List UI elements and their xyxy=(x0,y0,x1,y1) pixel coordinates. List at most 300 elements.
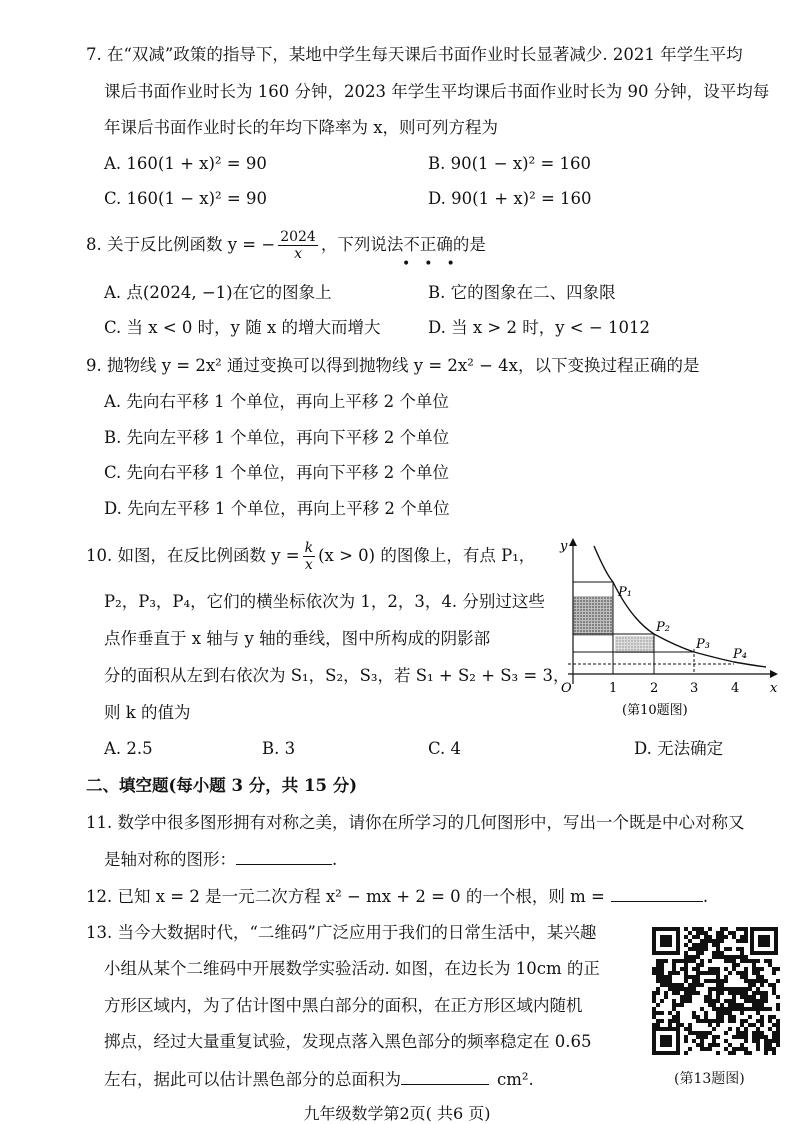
qr-module xyxy=(684,979,688,983)
qr-module xyxy=(696,931,700,935)
qr-module xyxy=(752,963,756,967)
qr-module xyxy=(664,995,668,999)
qr-module xyxy=(708,927,712,931)
qr-module xyxy=(712,999,716,1003)
q13-line2: 小组从某个二维码中开展数学实验活动. 如图，在边长为 10cm 的正 xyxy=(104,959,600,978)
qr-module xyxy=(684,987,688,991)
qr-module xyxy=(692,1031,696,1035)
qr-module xyxy=(700,931,704,935)
qr-module xyxy=(700,1047,704,1051)
qr-module xyxy=(704,995,708,999)
qr-module xyxy=(776,1023,780,1027)
qr-module xyxy=(692,1015,696,1019)
qr-module xyxy=(720,1007,724,1011)
axis-y-label: y xyxy=(560,539,568,554)
qr-module xyxy=(692,927,696,931)
qr-module xyxy=(728,971,732,975)
qr-module xyxy=(728,1051,732,1055)
qr-module xyxy=(700,963,704,967)
qr-module xyxy=(704,1011,708,1015)
qr-module xyxy=(764,1035,768,1039)
qr-module xyxy=(728,1011,732,1015)
qr-module xyxy=(732,995,736,999)
qr-module xyxy=(764,959,768,963)
qr-module xyxy=(684,935,688,939)
q10-stem xyxy=(86,536,535,576)
qr-module xyxy=(772,1015,776,1019)
qr-module xyxy=(716,987,720,991)
qr-module xyxy=(688,999,692,1003)
qr-module xyxy=(736,1047,740,1051)
qr-module xyxy=(756,971,760,975)
qr-module xyxy=(732,999,736,1003)
qr-module xyxy=(760,991,764,995)
q13-line3: 方形区域内，为了估计图中黑白部分的面积，在正方形区域内随机 xyxy=(104,996,583,1015)
qr-finder-top-left xyxy=(652,927,680,955)
qr-module xyxy=(704,1015,708,1019)
qr-module xyxy=(672,999,676,1003)
qr-module xyxy=(760,967,764,971)
q9-option-d: D. 先向左平移 1 个单位，再向上平移 2 个单位 xyxy=(104,499,450,518)
qr-module xyxy=(684,1039,688,1043)
qr-module xyxy=(708,935,712,939)
q11-line1: 11. 数学中很多图形拥有对称之美，请你在所学习的几何图形中，写出一个既是中心对称又 xyxy=(86,813,745,832)
qr-module xyxy=(688,1047,692,1051)
qr-module xyxy=(664,991,668,995)
qr-module xyxy=(684,991,688,995)
qr-module xyxy=(704,943,708,947)
qr-module xyxy=(704,979,708,983)
qr-module xyxy=(756,991,760,995)
qr-module xyxy=(736,947,740,951)
qr-module xyxy=(696,983,700,987)
qr-module xyxy=(664,983,668,987)
qr-module xyxy=(776,1031,780,1035)
qr-module xyxy=(696,1015,700,1019)
qr-finder-top-right xyxy=(750,927,778,955)
qr-module xyxy=(720,1015,724,1019)
tick-1: 1 xyxy=(609,681,618,696)
qr-module xyxy=(712,971,716,975)
q12-stem xyxy=(86,885,708,908)
q8-option-b: B. 它的图象在二、四象限 xyxy=(428,283,616,302)
qr-module xyxy=(712,951,716,955)
qr-module xyxy=(732,1035,736,1039)
qr-module xyxy=(748,1007,752,1011)
qr-module xyxy=(704,931,708,935)
qr-module xyxy=(740,1003,744,1007)
qr-module xyxy=(704,947,708,951)
qr-module xyxy=(732,1047,736,1051)
qr-module xyxy=(708,959,712,963)
q13-figure-caption: (第13题图) xyxy=(674,1071,745,1087)
q7-option-d: D. 90(1 + x)² = 160 xyxy=(428,189,592,208)
qr-module xyxy=(692,947,696,951)
qr-module xyxy=(700,959,704,963)
qr-module xyxy=(776,995,780,999)
qr-module xyxy=(680,959,684,963)
q9-option-a: A. 先向右平移 1 个单位，再向上平移 2 个单位 xyxy=(104,392,449,411)
qr-module xyxy=(656,1011,660,1015)
qr-module xyxy=(688,995,692,999)
qr-module xyxy=(732,1051,736,1055)
qr-module xyxy=(656,991,660,995)
qr-module xyxy=(764,991,768,995)
qr-module xyxy=(684,927,688,931)
qr-module xyxy=(684,995,688,999)
qr-module xyxy=(776,1043,780,1047)
qr-module xyxy=(680,999,684,1003)
qr-module xyxy=(736,987,740,991)
qr-module xyxy=(684,999,688,1003)
qr-module xyxy=(652,1011,656,1015)
q9-stem: 9. 抛物线 y = 2x² 通过变换可以得到抛物线 y = 2x² − 4x，以下变换过程正确的是 xyxy=(86,356,700,375)
q12-suffix: . xyxy=(702,887,709,906)
qr-module xyxy=(744,987,748,991)
q13-answer-blank[interactable] xyxy=(401,1068,489,1085)
qr-module xyxy=(744,1027,748,1031)
qr-module xyxy=(728,1007,732,1011)
qr-module xyxy=(688,947,692,951)
qr-module xyxy=(748,987,752,991)
qr-module xyxy=(740,1035,744,1039)
q11-line2-suffix: . xyxy=(332,850,338,869)
qr-module xyxy=(744,1047,748,1051)
qr-module xyxy=(752,1039,756,1043)
qr-module xyxy=(756,1047,760,1051)
qr-module xyxy=(740,927,744,931)
qr-module xyxy=(768,983,772,987)
qr-module xyxy=(732,955,736,959)
qr-module xyxy=(720,951,724,955)
qr-module xyxy=(708,971,712,975)
qr-module xyxy=(704,1019,708,1023)
qr-module xyxy=(676,1015,680,1019)
q7-option-c: C. 160(1 − x)² = 90 xyxy=(104,189,267,208)
qr-module xyxy=(748,959,752,963)
qr-module xyxy=(764,1051,768,1055)
qr-module xyxy=(716,1011,720,1015)
q8-option-c: C. 当 x < 0 时，y 随 x 的增大而增大 xyxy=(104,318,381,337)
qr-module xyxy=(732,991,736,995)
qr-module xyxy=(760,1023,764,1027)
qr-module xyxy=(716,991,720,995)
qr-module xyxy=(716,983,720,987)
qr-module xyxy=(688,991,692,995)
qr-module xyxy=(748,1023,752,1027)
qr-module xyxy=(752,971,756,975)
qr-module xyxy=(656,967,660,971)
q7-line1: 7. 在“双减”政策的指导下，某地中学生每天课后书面作业时长显著减少. 2021 年学生平均 xyxy=(86,45,743,64)
qr-module xyxy=(772,1031,776,1035)
qr-module xyxy=(748,999,752,1003)
qr-module xyxy=(736,991,740,995)
qr-module xyxy=(756,1011,760,1015)
qr-module xyxy=(740,939,744,943)
qr-module xyxy=(716,1007,720,1011)
qr-module xyxy=(776,1035,780,1039)
qr-module xyxy=(700,1007,704,1011)
qr-module xyxy=(668,983,672,987)
qr-module xyxy=(668,1019,672,1023)
qr-module xyxy=(708,987,712,991)
qr-module xyxy=(692,1011,696,1015)
qr-module xyxy=(712,939,716,943)
qr-module xyxy=(724,935,728,939)
qr-module xyxy=(660,1019,664,1023)
qr-module xyxy=(760,979,764,983)
qr-module xyxy=(700,927,704,931)
qr-module xyxy=(740,1043,744,1047)
qr-module xyxy=(760,999,764,1003)
qr-module xyxy=(724,947,728,951)
qr-module xyxy=(720,939,724,943)
qr-module xyxy=(684,959,688,963)
qr-module xyxy=(760,1003,764,1007)
qr-module xyxy=(720,1011,724,1015)
qr-module xyxy=(676,1019,680,1023)
qr-module xyxy=(728,955,732,959)
qr-module xyxy=(708,939,712,943)
qr-module xyxy=(716,1015,720,1019)
qr-module xyxy=(696,991,700,995)
qr-module xyxy=(656,987,660,991)
qr-module xyxy=(744,1051,748,1055)
qr-module xyxy=(680,1023,684,1027)
qr-module xyxy=(696,943,700,947)
point-p2: P₂ xyxy=(656,620,670,635)
qr-module xyxy=(704,1031,708,1035)
qr-module xyxy=(768,1027,772,1031)
qr-module xyxy=(672,1003,676,1007)
qr-module xyxy=(688,1027,692,1031)
qr-module xyxy=(740,1031,744,1035)
qr-module xyxy=(704,939,708,943)
shade-s1 xyxy=(573,596,613,636)
qr-module xyxy=(772,1047,776,1051)
qr-module xyxy=(700,1039,704,1043)
qr-module xyxy=(752,1023,756,1027)
qr-module xyxy=(756,999,760,1003)
qr-module xyxy=(716,971,720,975)
qr-module xyxy=(692,935,696,939)
qr-module xyxy=(740,971,744,975)
qr-module xyxy=(740,987,744,991)
qr-module xyxy=(756,959,760,963)
qr-module xyxy=(712,1043,716,1047)
point-p3: P₃ xyxy=(696,637,710,652)
qr-module xyxy=(752,1003,756,1007)
qr-module xyxy=(756,1007,760,1011)
qr-module xyxy=(772,971,776,975)
qr-module xyxy=(744,999,748,1003)
qr-module xyxy=(748,979,752,983)
qr-module xyxy=(684,943,688,947)
qr-module xyxy=(696,963,700,967)
qr-module xyxy=(688,959,692,963)
qr-module xyxy=(660,983,664,987)
qr-module xyxy=(700,1043,704,1047)
qr-module xyxy=(776,1019,780,1023)
qr-module xyxy=(744,995,748,999)
qr-module xyxy=(652,967,656,971)
qr-module xyxy=(672,987,676,991)
qr-module xyxy=(756,1003,760,1007)
qr-module xyxy=(760,1031,764,1035)
figure10-caption: (第10题图) xyxy=(622,703,688,718)
qr-module xyxy=(716,951,720,955)
qr-module xyxy=(656,1023,660,1027)
qr-module xyxy=(688,987,692,991)
qr-module xyxy=(684,1035,688,1039)
qr-module xyxy=(660,967,664,971)
qr-module xyxy=(652,999,656,1003)
qr-module xyxy=(728,987,732,991)
qr-module xyxy=(764,1043,768,1047)
qr-module xyxy=(776,979,780,983)
y-axis-arrow xyxy=(569,538,577,546)
qr-module xyxy=(744,1031,748,1035)
qr-module xyxy=(704,935,708,939)
shade-s2 xyxy=(615,636,654,653)
qr-module xyxy=(692,1039,696,1043)
qr-module xyxy=(764,1047,768,1051)
qr-module xyxy=(704,971,708,975)
qr-module xyxy=(736,1027,740,1031)
qr-module xyxy=(732,1007,736,1011)
page-footer: 九年级数学第2页( 共6 页) xyxy=(303,1104,491,1123)
qr-module xyxy=(692,979,696,983)
qr-module xyxy=(672,1015,676,1019)
axis-x-label: x xyxy=(770,681,778,696)
qr-module xyxy=(736,955,740,959)
qr-module xyxy=(736,1035,740,1039)
qr-module xyxy=(752,995,756,999)
qr-module xyxy=(752,991,756,995)
qr-module xyxy=(696,975,700,979)
qr-module xyxy=(704,999,708,1003)
qr-module xyxy=(728,1015,732,1019)
qr-module xyxy=(700,951,704,955)
qr-module xyxy=(708,999,712,1003)
qr-module xyxy=(744,931,748,935)
qr-module xyxy=(776,1007,780,1011)
qr-module xyxy=(708,1019,712,1023)
qr-module xyxy=(700,939,704,943)
qr-module xyxy=(748,1015,752,1019)
qr-module xyxy=(740,1047,744,1051)
qr-module xyxy=(716,995,720,999)
qr-module xyxy=(668,979,672,983)
qr-module xyxy=(740,1007,744,1011)
qr-module xyxy=(776,1039,780,1043)
qr-module xyxy=(744,1039,748,1043)
qr-module xyxy=(724,1047,728,1051)
q12-answer-blank[interactable] xyxy=(611,885,703,902)
qr-module xyxy=(708,995,712,999)
qr-module xyxy=(664,975,668,979)
qr-module xyxy=(688,1031,692,1035)
qr-module xyxy=(732,931,736,935)
qr-module xyxy=(672,963,676,967)
qr-module xyxy=(696,955,700,959)
qr-module xyxy=(660,971,664,975)
qr-module xyxy=(740,959,744,963)
qr-module xyxy=(756,975,760,979)
qr-module xyxy=(704,1047,708,1051)
qr-module xyxy=(728,931,732,935)
qr-module xyxy=(768,1019,772,1023)
q10-line4: 分的面积从左到右依次为 S₁，S₂，S₃，若 S₁ + S₂ + S₃ = 3， xyxy=(104,666,570,685)
qr-module xyxy=(772,991,776,995)
qr-module xyxy=(736,939,740,943)
q9-option-c: C. 先向右平移 1 个单位，再向下平移 2 个单位 xyxy=(104,463,450,482)
qr-module xyxy=(716,1051,720,1055)
qr-module xyxy=(748,983,752,987)
qr-module xyxy=(764,995,768,999)
qr-module xyxy=(732,1003,736,1007)
qr-module xyxy=(720,927,724,931)
qr-module xyxy=(744,935,748,939)
qr-module xyxy=(740,995,744,999)
qr-module xyxy=(700,943,704,947)
qr-module xyxy=(676,959,680,963)
qr-module xyxy=(696,927,700,931)
qr-module xyxy=(724,927,728,931)
qr-module xyxy=(764,1007,768,1011)
qr-module xyxy=(756,1035,760,1039)
qr-module xyxy=(684,1051,688,1055)
qr-module xyxy=(732,1015,736,1019)
qr-module xyxy=(668,1011,672,1015)
qr-module xyxy=(696,1031,700,1035)
qr-module xyxy=(708,1023,712,1027)
qr-module xyxy=(692,991,696,995)
qr-module xyxy=(768,1039,772,1043)
qr-module xyxy=(760,1007,764,1011)
qr-finder-bottom-left xyxy=(652,1027,680,1055)
qr-module xyxy=(716,979,720,983)
qr-module xyxy=(660,963,664,967)
q10-frac-num: k xyxy=(304,540,314,556)
q7-line3: 年课后书面作业时长的年均下降率为 x，则可列方程为 xyxy=(104,118,499,137)
qr-module xyxy=(676,1011,680,1015)
qr-module xyxy=(716,931,720,935)
qr-module xyxy=(768,1043,772,1047)
q7-option-a: A. 160(1 + x)² = 90 xyxy=(104,154,267,173)
qr-module xyxy=(712,1027,716,1031)
q11-line2 xyxy=(104,848,337,871)
qr-module xyxy=(756,1027,760,1031)
qr-module xyxy=(760,995,764,999)
qr-module xyxy=(752,1035,756,1039)
qr-module xyxy=(724,979,728,983)
qr-module xyxy=(708,991,712,995)
q13-line1: 13. 当今大数据时代，“二维码”广泛应用于我们的日常生活中，某兴趣 xyxy=(86,923,597,942)
qr-module xyxy=(740,991,744,995)
point-p4: P₄ xyxy=(733,647,747,662)
qr-module xyxy=(712,1007,716,1011)
qr-module xyxy=(708,979,712,983)
qr-module xyxy=(732,959,736,963)
q10-option-a: A. 2.5 xyxy=(104,739,153,758)
qr-module xyxy=(668,987,672,991)
qr-module xyxy=(744,979,748,983)
qr-module xyxy=(756,1019,760,1023)
qr-module xyxy=(744,991,748,995)
qr-module xyxy=(744,927,748,931)
q11-answer-blank[interactable] xyxy=(236,848,332,865)
